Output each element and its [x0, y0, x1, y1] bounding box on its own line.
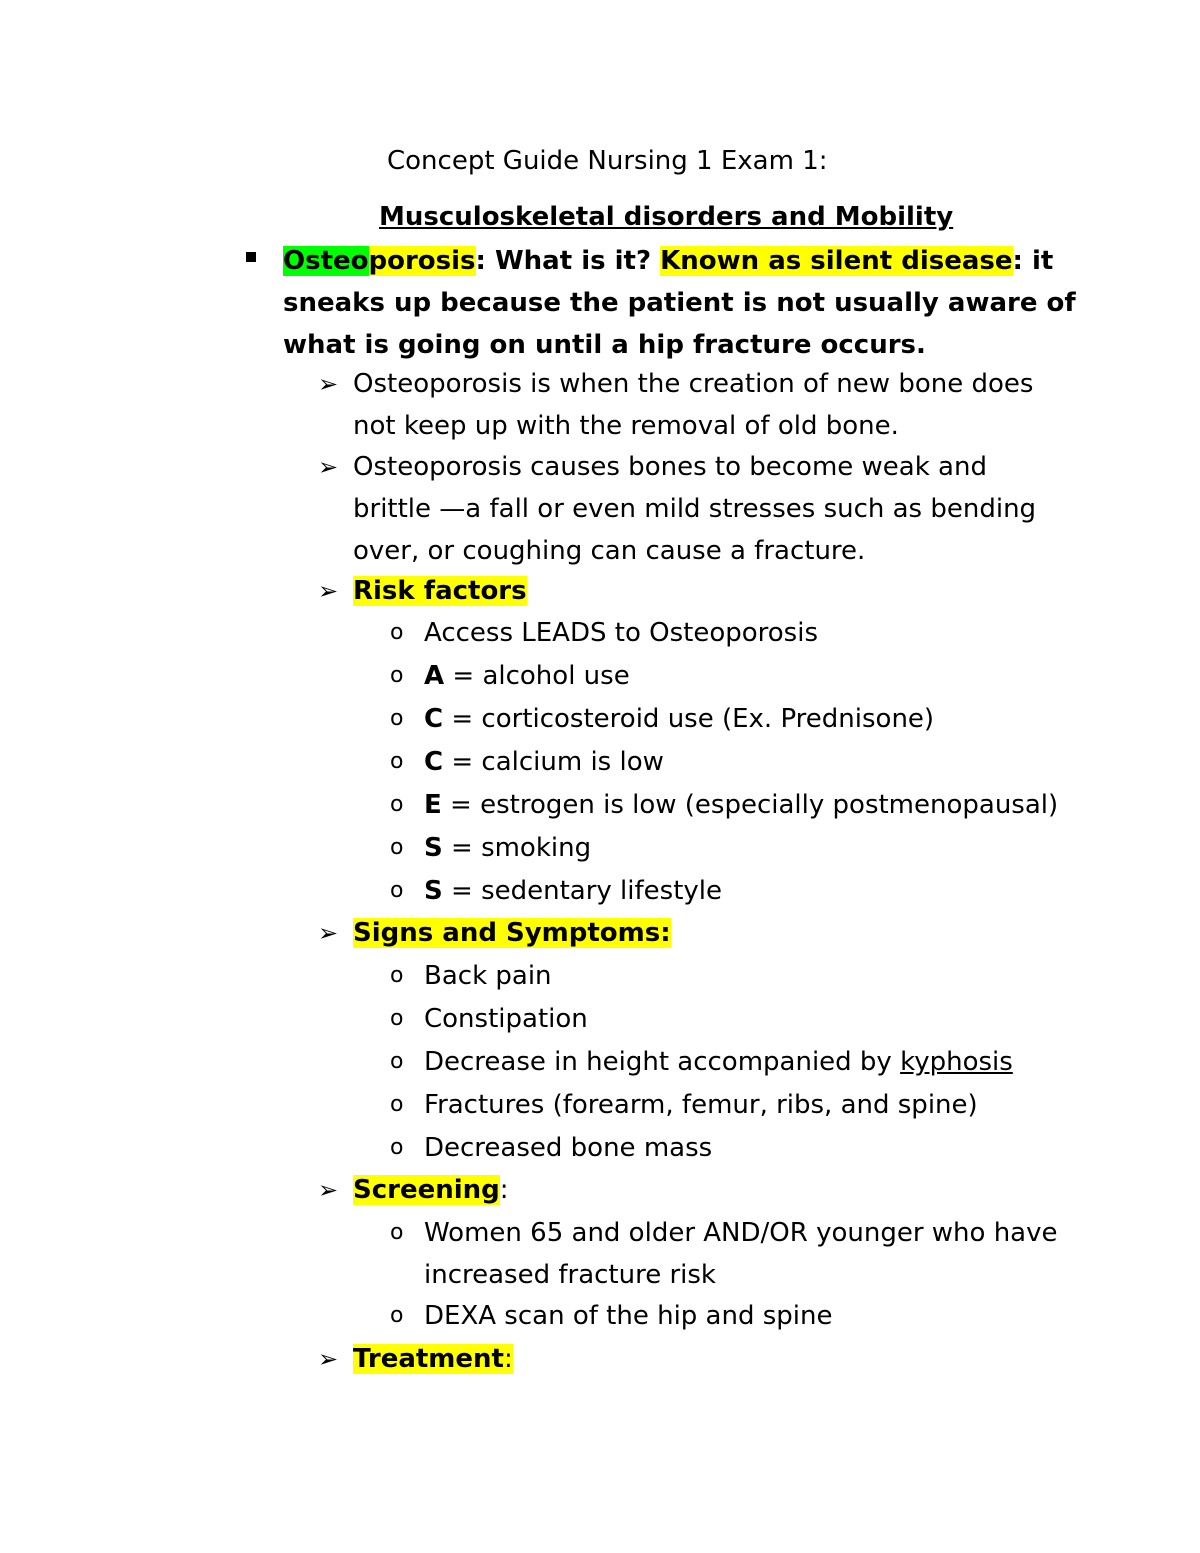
risk-factor-sep: = — [442, 876, 482, 906]
treatment-heading — [353, 1338, 1073, 1380]
risk-factor-sep: = — [443, 747, 482, 777]
arrow-bullet-icon: ➢ — [318, 919, 339, 947]
risk-factor-text: alcohol use — [482, 661, 630, 691]
silent-disease-highlight: Known as silent disease — [660, 246, 1013, 276]
risk-factor-text: corticosteroid use (Ex. Prednisone) — [481, 704, 935, 734]
circle-bullet-icon: o — [390, 620, 404, 645]
circle-bullet-icon: o — [390, 878, 404, 903]
screening-heading-text: Screening — [353, 1175, 500, 1205]
circle-bullet-icon: o — [390, 1135, 404, 1160]
screening-suffix: : — [499, 1175, 509, 1205]
circle-bullet-icon: o — [390, 835, 404, 860]
risk-factor-letter: C — [424, 747, 444, 777]
circle-bullet-icon: o — [390, 1092, 404, 1117]
risk-factor-letter: C — [424, 704, 444, 734]
risk-factor-sep: = — [441, 790, 481, 820]
symptom-text: Decrease in height accompanied by — [424, 1047, 901, 1077]
risk-factor-sep: = — [442, 833, 482, 863]
risk-factors-heading-text: Risk factors — [353, 576, 527, 606]
risk-factor-item — [424, 741, 1084, 783]
osteoporosis-term-part2: porosis — [368, 246, 476, 276]
circle-bullet-icon: o — [390, 963, 404, 988]
screening-item: DEXA scan of the hip and spine — [424, 1301, 833, 1331]
risk-factor-item — [424, 827, 1084, 869]
signs-symptoms-heading — [353, 912, 1073, 954]
arrow-bullet-icon: ➢ — [318, 1176, 339, 1204]
screening-item: Women 65 and older AND/OR younger who have increased fracture risk — [424, 1218, 1058, 1290]
osteoporosis-question: : What is it? — [475, 246, 661, 276]
risk-factor-text: calcium is low — [481, 747, 664, 777]
arrow-bullet-icon: ➢ — [318, 1345, 339, 1373]
osteoporosis-term-part1: Osteo — [283, 246, 369, 276]
risk-factor-text: estrogen is low (especially postmenopausal) — [480, 790, 1059, 820]
circle-bullet-icon: o — [390, 1049, 404, 1074]
arrow-bullet-icon: ➢ — [318, 453, 339, 481]
symptom-item: Constipation — [424, 1004, 588, 1034]
risk-factors-heading — [353, 570, 1073, 612]
risk-factor-item — [424, 655, 1084, 697]
risk-factor-letter: S — [424, 876, 443, 906]
point-item: Osteoporosis causes bones to become weak and brittle —a fall or even mild stresses such as bending over, or coughing can cause a fracture. — [353, 452, 1037, 566]
circle-bullet-icon: o — [390, 1006, 404, 1031]
risk-factor-item — [424, 698, 1084, 740]
section-heading: Musculoskeletal disorders and Mobility — [379, 202, 954, 232]
circle-bullet-icon: o — [390, 1220, 404, 1245]
circle-bullet-icon: o — [390, 706, 404, 731]
risk-factor-letter: S — [424, 833, 443, 863]
circle-bullet-icon: o — [390, 663, 404, 688]
arrow-bullet-icon: ➢ — [318, 370, 339, 398]
osteoporosis-definition — [283, 240, 1083, 366]
point-item: Osteoporosis is when the creation of new bone does not keep up with the removal of old bone. — [353, 369, 1034, 441]
circle-bullet-icon: o — [390, 749, 404, 774]
risk-factor-sep: = — [443, 704, 482, 734]
symptom-item: Back pain — [424, 961, 552, 991]
risk-factor-item — [424, 612, 1084, 654]
risk-factor-text: smoking — [481, 833, 592, 863]
symptom-item: Fractures (forearm, femur, ribs, and spine) — [424, 1090, 978, 1120]
arrow-bullet-icon: ➢ — [318, 577, 339, 605]
circle-bullet-icon: o — [390, 792, 404, 817]
treatment-suffix: : — [503, 1344, 513, 1374]
risk-factor-letter: A — [424, 661, 445, 691]
kyphosis-term: kyphosis — [900, 1047, 1013, 1077]
treatment-heading-text: Treatment — [353, 1344, 504, 1374]
risk-factor-sep: = — [444, 661, 483, 691]
square-bullet-icon — [246, 252, 256, 262]
symptom-item — [424, 1041, 1084, 1083]
signs-symptoms-heading-text: Signs and Symptoms: — [353, 918, 671, 948]
risk-factor-letter: E — [424, 790, 442, 820]
risk-factor-item — [424, 870, 1084, 912]
screening-heading — [353, 1169, 1073, 1211]
symptom-item: Decreased bone mass — [424, 1133, 713, 1163]
risk-factor-item — [424, 784, 1084, 826]
risk-factor-text: Access LEADS to Osteoporosis — [424, 618, 818, 648]
document-title: Concept Guide Nursing 1 Exam 1: — [387, 146, 828, 176]
osteoporosis-description: : it sneaks up because the patient is not usually aware of what is going on until a hip fracture occurs. — [283, 246, 1076, 360]
circle-bullet-icon: o — [390, 1303, 404, 1328]
risk-factor-text: sedentary lifestyle — [481, 876, 722, 906]
